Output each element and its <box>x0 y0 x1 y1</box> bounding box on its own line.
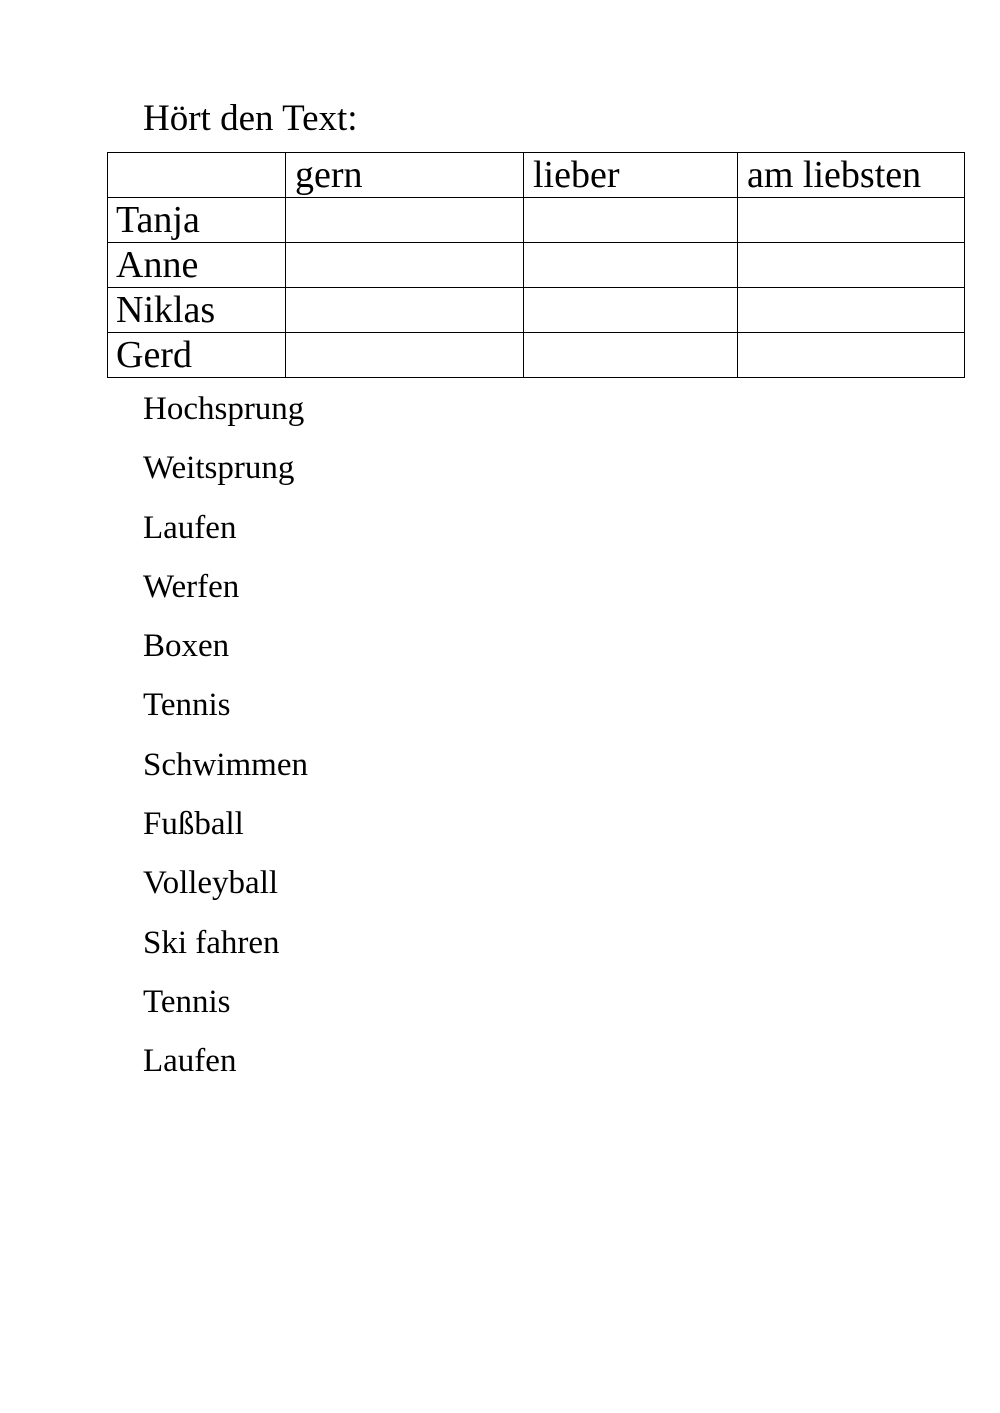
answer-cell-lieber[interactable] <box>524 288 738 333</box>
table-row <box>108 198 965 243</box>
row-name-cell: Niklas <box>108 288 286 333</box>
row-name-cell: Gerd <box>108 333 286 378</box>
word-item[interactable]: Schwimmen <box>143 746 308 783</box>
answer-cell-lieber[interactable] <box>524 198 738 243</box>
word-item[interactable]: Laufen <box>143 1043 237 1080</box>
word-item[interactable]: Laufen <box>143 509 237 546</box>
answer-cell-am-liebsten[interactable] <box>738 333 965 378</box>
word-item[interactable]: Tennis <box>143 983 231 1020</box>
answer-cell-gern[interactable] <box>286 243 524 288</box>
answer-table <box>107 152 965 378</box>
word-item[interactable]: Tennis <box>143 687 231 724</box>
word-item[interactable]: Fußball <box>143 806 244 843</box>
table-row <box>108 333 965 378</box>
answer-cell-am-liebsten[interactable] <box>738 288 965 333</box>
word-item[interactable]: Boxen <box>143 628 230 665</box>
header-cell-am-liebsten: am liebsten <box>738 153 965 198</box>
answer-cell-gern[interactable] <box>286 288 524 333</box>
instruction-heading: Hört den Text: <box>143 98 358 139</box>
row-name-cell: Tanja <box>108 198 286 243</box>
header-cell-lieber: lieber <box>524 153 738 198</box>
answer-cell-am-liebsten[interactable] <box>738 243 965 288</box>
word-item[interactable]: Ski fahren <box>143 924 280 961</box>
word-item[interactable]: Werfen <box>143 568 240 605</box>
answer-cell-am-liebsten[interactable] <box>738 198 965 243</box>
row-name-cell: Anne <box>108 243 286 288</box>
answer-cell-lieber[interactable] <box>524 243 738 288</box>
header-cell-empty <box>108 153 286 198</box>
word-bank <box>143 386 308 1098</box>
table-row <box>108 288 965 333</box>
word-item[interactable]: Hochsprung <box>143 391 305 427</box>
word-item[interactable]: Volleyball <box>143 865 279 902</box>
answer-cell-gern[interactable] <box>286 333 524 378</box>
answer-cell-lieber[interactable] <box>524 333 738 378</box>
word-item[interactable]: Weitsprung <box>143 450 295 487</box>
answer-cell-gern[interactable] <box>286 198 524 243</box>
header-cell-gern: gern <box>286 153 524 198</box>
table-header-row <box>108 153 965 198</box>
table-row <box>108 243 965 288</box>
